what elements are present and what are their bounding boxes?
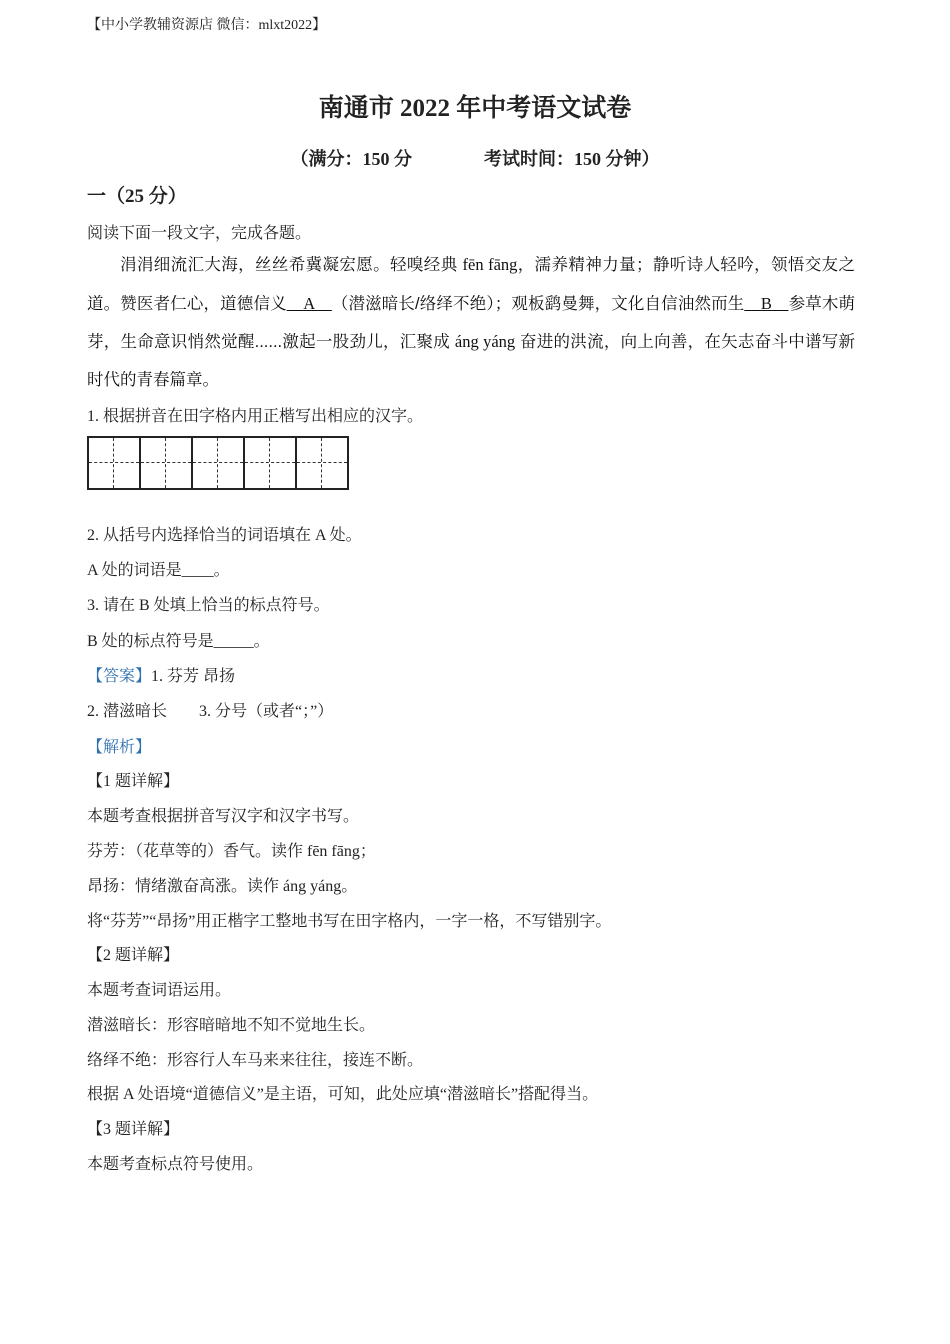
answer-line <box>87 663 235 686</box>
detail-2-title: 【2 题详解】 <box>87 947 180 964</box>
pinyin-angyang: áng yáng <box>454 332 516 351</box>
question-2-answer-line: A 处的词语是____。 <box>87 562 230 579</box>
full-marks: （满分：150 分 <box>290 149 412 169</box>
passage-text: ，濡养精神力量；静听诗人轻吟，领悟交友之道。赞医者仁心，道德信义 <box>87 256 855 313</box>
detail-3-line: 本题考查标点符号使用。 <box>87 1156 264 1173</box>
detail-1-line: 本题考查根据拼音写汉字和汉字书写。 <box>87 808 360 825</box>
source-header: 【中小学教辅资源店 微信：mlxt2022】 <box>87 18 327 33</box>
answer-label: 【答案】 <box>87 668 152 685</box>
blank-b: __B__ <box>744 293 789 313</box>
passage-text: （潜滋暗长/络绎不绝）；观板鹞曼舞，文化自信油然而生 <box>331 294 745 313</box>
page-title: 南通市 2022 年中考语文试卷 <box>318 95 632 122</box>
detail-2-line: 潜滋暗长：形容暗暗地不知不觉地生长。 <box>87 1017 376 1034</box>
analysis-label: 【解析】 <box>87 739 152 756</box>
tianzige-cell[interactable] <box>295 436 349 490</box>
question-3-answer-line: B 处的标点符号是_____。 <box>87 633 270 650</box>
tianzige-cell[interactable] <box>87 436 141 490</box>
reading-passage <box>87 246 855 399</box>
exam-time: 考试时间：150 分钟） <box>484 149 660 169</box>
tianzige-cell[interactable] <box>243 436 297 490</box>
detail-2-line: 根据 A 处语境“道德信义”是主语，可知，此处应填“潜滋暗长”搭配得当。 <box>87 1086 599 1103</box>
answer-1: 1. 芬芳 昂扬 <box>151 668 236 685</box>
tianzige-grid <box>87 436 349 490</box>
question-2: 2. 从括号内选择恰当的词语填在 A 处。 <box>87 527 362 544</box>
detail-1-line: 芬芳：（花草等的）香气。读作 fēn fāng； <box>87 843 376 860</box>
blank-a: __A__ <box>286 293 332 313</box>
tianzige-cell[interactable] <box>139 436 193 490</box>
pinyin-fenfang: fēn fāng <box>462 255 518 274</box>
detail-1-line: 昂扬：情绪激奋高涨。读作 áng yáng。 <box>87 878 358 895</box>
tianzige-cell[interactable] <box>191 436 245 490</box>
question-3: 3. 请在 B 处填上恰当的标点符号。 <box>87 597 330 614</box>
passage-text: 奋进的洪流，向上向善，在矢志奋斗中谱写新时代的青春篇章。 <box>87 333 856 389</box>
exam-info <box>0 145 950 171</box>
detail-3-title: 【3 题详解】 <box>87 1121 180 1138</box>
passage-text: 参草木萌芽，生命意识悄然觉醒......激起一股劲儿，汇聚成 <box>87 294 856 351</box>
reading-instruction: 阅读下面一段文字，完成各题。 <box>87 225 312 242</box>
question-1: 1. 根据拼音在田字格内用正楷写出相应的汉字。 <box>87 408 424 425</box>
detail-2-line: 络绎不绝：形容行人车马来来往往，接连不断。 <box>87 1052 424 1069</box>
answer-2-3: 2. 潜滋暗长 3. 分号（或者“；”） <box>87 703 334 720</box>
section-heading: 一（25 分） <box>87 186 187 207</box>
detail-1-title: 【1 题详解】 <box>87 773 180 790</box>
detail-2-line: 本题考查词语运用。 <box>87 982 232 999</box>
passage-text: 涓涓细流汇大海，丝丝希冀凝宏愿。轻嗅经典 <box>120 256 463 274</box>
detail-1-line: 将“芬芳”“昂扬”用正楷字工整地书写在田字格内，一字一格，不写错别字。 <box>87 913 612 930</box>
